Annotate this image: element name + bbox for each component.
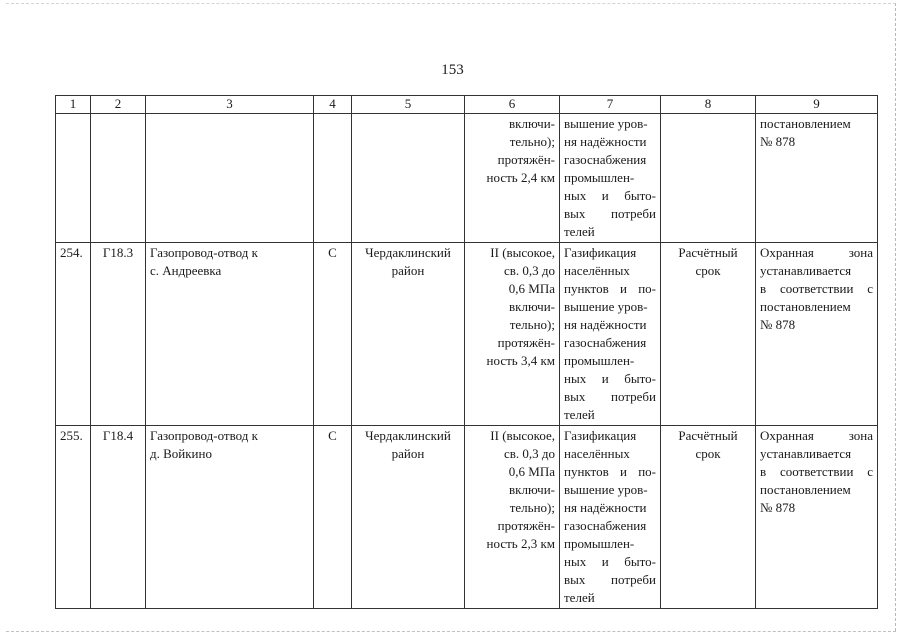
cell-line: Газификация	[564, 428, 637, 443]
cell-zone	[756, 426, 878, 609]
cell-line: тельно);	[509, 317, 555, 332]
cell-line: тельно);	[509, 134, 555, 149]
cell-line: Газопровод-отвод к	[150, 245, 258, 260]
cell-line: промышлен-	[564, 353, 635, 368]
cell-line: промышлен-	[564, 536, 635, 551]
cell-location	[352, 114, 465, 243]
column-header: 2	[91, 96, 146, 114]
cell-purpose	[560, 426, 661, 609]
cell-line: ность 3,4 км	[486, 353, 555, 368]
cell-line: вышение уров-	[564, 299, 648, 314]
cell-line: № 878	[760, 317, 796, 332]
cell-line: постановлением	[760, 116, 851, 131]
cell-line: вых потреби	[564, 572, 656, 587]
column-header: 7	[560, 96, 661, 114]
cell-line: газоснабжения	[564, 152, 647, 167]
data-table	[55, 95, 878, 609]
cell-object-name	[146, 243, 314, 426]
cell-code: Г18.3	[91, 243, 146, 426]
cell-line: срок	[695, 263, 721, 278]
cell-line: Охранная зона	[760, 245, 873, 260]
cell-line: включи-	[509, 482, 555, 497]
cell-line: включи-	[509, 299, 555, 314]
column-header: 1	[56, 96, 91, 114]
cell-line: Газопровод-отвод к	[150, 428, 258, 443]
cell-line: ных и быто-	[564, 371, 656, 386]
page-number: 153	[441, 62, 464, 78]
cell-line: ность 2,3 км	[486, 536, 555, 551]
cell-line: II (высокое,	[490, 428, 555, 443]
cell-line: Расчётный	[678, 428, 738, 443]
cell-characteristics	[465, 243, 560, 426]
cell-purpose	[560, 243, 661, 426]
cell-line: пунктов и по-	[564, 464, 656, 479]
cell-line: с. Андреевка	[150, 263, 222, 278]
cell-zone	[756, 243, 878, 426]
column-header: 8	[661, 96, 756, 114]
cell-line: район	[391, 263, 425, 278]
cell-line: срок	[695, 446, 721, 461]
cell-line: включи-	[509, 116, 555, 131]
cell-line: св. 0,3 до	[503, 263, 555, 278]
cell-line: протяжён-	[497, 518, 555, 533]
cell-line: II (высокое,	[490, 245, 555, 260]
cell-line: пунктов и по-	[564, 281, 656, 296]
column-header: 6	[465, 96, 560, 114]
cell-line: Газификация	[564, 245, 637, 260]
cell-term	[661, 426, 756, 609]
cell-line: Чердаклинский	[365, 428, 451, 443]
cell-location	[352, 243, 465, 426]
cell-line: ня надёжности	[564, 500, 647, 515]
page-bottom-edge	[6, 631, 896, 632]
cell-significance: С	[314, 426, 352, 609]
column-header: 9	[756, 96, 878, 114]
column-header: 3	[146, 96, 314, 114]
cell-significance	[314, 114, 352, 243]
cell-line: газоснабжения	[564, 335, 647, 350]
cell-line: населённых	[564, 446, 630, 461]
cell-line: вых потреби	[564, 206, 656, 221]
cell-line: промышлен-	[564, 170, 635, 185]
cell-line: ня надёжности	[564, 134, 647, 149]
cell-line: св. 0,3 до	[503, 446, 555, 461]
cell-line: ность 2,4 км	[486, 170, 555, 185]
cell-significance: С	[314, 243, 352, 426]
cell-zone	[756, 114, 878, 243]
cell-line: Расчётный	[678, 245, 738, 260]
cell-line: устанавливается	[760, 263, 852, 278]
cell-number	[56, 114, 91, 243]
cell-line: протяжён-	[497, 152, 555, 167]
cell-line: район	[391, 446, 425, 461]
cell-line: ных и быто-	[564, 554, 656, 569]
cell-line: в соответствии с	[760, 281, 873, 296]
cell-term	[661, 114, 756, 243]
cell-code: Г18.4	[91, 426, 146, 609]
cell-line: газоснабжения	[564, 518, 647, 533]
cell-location	[352, 426, 465, 609]
cell-code	[91, 114, 146, 243]
cell-object-name	[146, 114, 314, 243]
cell-line: телей	[564, 224, 595, 239]
table-row	[56, 114, 878, 243]
header-row	[56, 96, 878, 114]
cell-line: населённых	[564, 263, 630, 278]
cell-line: устанавливается	[760, 446, 852, 461]
cell-characteristics	[465, 114, 560, 243]
cell-line: д. Войкино	[150, 446, 212, 461]
cell-line: 0,6 МПа	[508, 281, 555, 296]
cell-line: Чердаклинский	[365, 245, 451, 260]
cell-object-name	[146, 426, 314, 609]
cell-line: 0,6 МПа	[508, 464, 555, 479]
cell-line: постановлением	[760, 482, 851, 497]
cell-characteristics	[465, 426, 560, 609]
cell-number: 254.	[56, 243, 91, 426]
cell-line: тельно);	[509, 500, 555, 515]
cell-line: вых потреби	[564, 389, 656, 404]
cell-line: Охранная зона	[760, 428, 873, 443]
cell-line: телей	[564, 590, 595, 605]
table-row	[56, 426, 878, 609]
cell-purpose	[560, 114, 661, 243]
cell-term	[661, 243, 756, 426]
cell-line: ня надёжности	[564, 317, 647, 332]
cell-line: протяжён-	[497, 335, 555, 350]
cell-line: вышение уров-	[564, 116, 648, 131]
column-header: 4	[314, 96, 352, 114]
table-row	[56, 243, 878, 426]
cell-line: вышение уров-	[564, 482, 648, 497]
cell-line: в соответствии с	[760, 464, 873, 479]
cell-line: ных и быто-	[564, 188, 656, 203]
cell-line: телей	[564, 407, 595, 422]
cell-line: № 878	[760, 500, 796, 515]
cell-line: № 878	[760, 134, 796, 149]
column-header: 5	[352, 96, 465, 114]
cell-line: постановлением	[760, 299, 851, 314]
cell-number: 255.	[56, 426, 91, 609]
